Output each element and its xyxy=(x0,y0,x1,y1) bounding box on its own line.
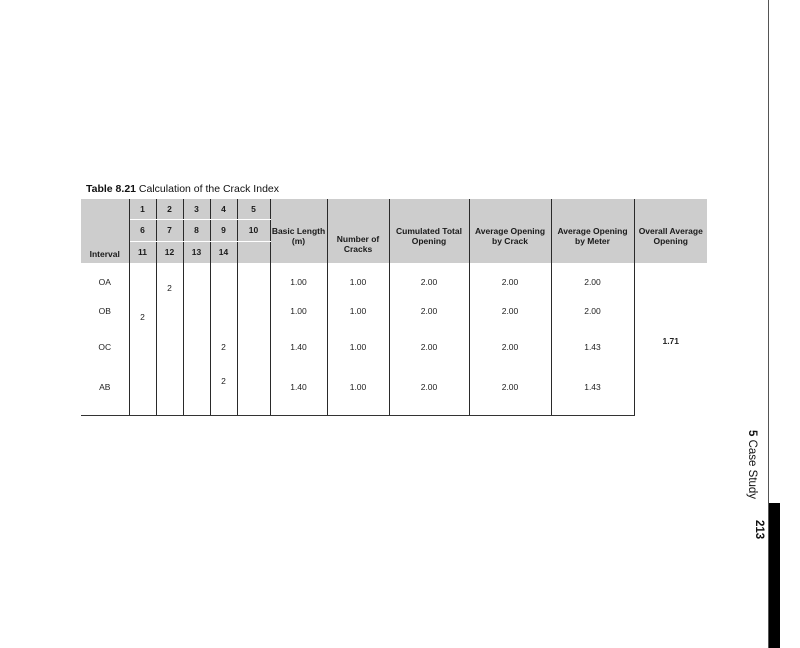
avg-by-crack-cell: 2.00 xyxy=(469,368,551,415)
page-number: 213 xyxy=(753,520,765,540)
cumulated-total-opening-header: Cumulated Total Opening xyxy=(389,199,469,263)
table-row xyxy=(81,368,707,415)
overall-average-opening-header: Overall Average Opening xyxy=(634,199,707,263)
chapter-thumb-tab xyxy=(769,503,780,648)
interval-cell: AB xyxy=(81,368,129,415)
cumulated-total-opening-cell: 2.00 xyxy=(389,368,469,415)
table-number: Table 8.21 xyxy=(86,183,136,195)
grid-cell xyxy=(129,328,156,368)
grid-header-cell: 12 xyxy=(156,241,183,263)
table-title: Calculation of the Crack Index xyxy=(138,183,279,195)
grid-header-cell: 2 xyxy=(156,199,183,219)
table-caption xyxy=(86,183,279,195)
avg-by-meter-cell: 2.00 xyxy=(551,263,634,297)
header-row-1 xyxy=(81,199,707,219)
grid-cell: 2 xyxy=(129,297,156,328)
grid-cell: 2 xyxy=(210,328,237,368)
section-title: Case Study xyxy=(746,439,758,500)
grid-header-cell: 5 xyxy=(237,199,270,219)
grid-header-cell: 3 xyxy=(183,199,210,219)
grid-cell xyxy=(237,328,270,368)
basic-length-cell: 1.00 xyxy=(270,263,327,297)
avg-by-meter-cell: 2.00 xyxy=(551,297,634,328)
number-of-cracks-cell: 1.00 xyxy=(327,297,389,328)
grid-cell xyxy=(183,328,210,368)
cumulated-total-opening-cell: 2.00 xyxy=(389,328,469,368)
cumulated-total-opening-cell: 2.00 xyxy=(389,263,469,297)
basic-length-header: Basic Length (m) xyxy=(270,199,327,263)
avg-opening-by-crack-header: Average Opening by Crack xyxy=(469,199,551,263)
grid-header-cell: 9 xyxy=(210,219,237,241)
number-of-cracks-cell: 1.00 xyxy=(327,263,389,297)
crack-index-table xyxy=(81,199,707,416)
table-row xyxy=(81,263,707,297)
table-row xyxy=(81,297,707,328)
grid-cell xyxy=(237,368,270,415)
running-head xyxy=(746,430,758,499)
grid-header-cell: 10 xyxy=(237,219,270,241)
grid-cell: 2 xyxy=(210,368,237,415)
grid-header-cell: 4 xyxy=(210,199,237,219)
grid-cell xyxy=(210,297,237,328)
grid-cell: 2 xyxy=(156,263,183,297)
interval-cell: OC xyxy=(98,342,112,352)
grid-cell xyxy=(156,328,183,368)
grid-header-cell: 13 xyxy=(183,241,210,263)
grid-cell xyxy=(156,368,183,415)
basic-length-cell: 1.40 xyxy=(270,368,327,415)
interval-header: Interval xyxy=(89,249,120,259)
grid-cell xyxy=(183,263,210,297)
grid-header-cell: 8 xyxy=(183,219,210,241)
grid-cell xyxy=(237,263,270,297)
grid-cell xyxy=(183,368,210,415)
grid-header-cell xyxy=(237,241,270,263)
avg-by-crack-cell: 2.00 xyxy=(469,328,551,368)
grid-cell xyxy=(156,297,183,328)
grid-cell xyxy=(210,263,237,297)
grid-header-cell: 11 xyxy=(129,241,156,263)
avg-by-crack-cell: 2.00 xyxy=(469,263,551,297)
basic-length-cell: 1.40 xyxy=(270,328,327,368)
cumulated-total-opening-cell: 2.00 xyxy=(389,297,469,328)
grid-cell xyxy=(129,263,156,297)
grid-cell xyxy=(183,297,210,328)
grid-header-cell: 14 xyxy=(210,241,237,263)
overall-average-opening-cell: 1.71 xyxy=(662,336,680,346)
interval-cell: OA xyxy=(98,277,111,287)
grid-header-cell: 6 xyxy=(129,219,156,241)
interval-cell: OB xyxy=(98,306,111,316)
basic-length-cell: 1.00 xyxy=(270,297,327,328)
avg-by-meter-cell: 1.43 xyxy=(551,328,634,368)
grid-cell xyxy=(237,297,270,328)
table-row xyxy=(81,328,707,368)
number-of-cracks-cell: 1.00 xyxy=(327,328,389,368)
avg-by-crack-cell: 2.00 xyxy=(469,297,551,328)
section-number: 5 xyxy=(746,430,758,437)
avg-opening-by-meter-header: Average Opening by Meter xyxy=(551,199,634,263)
grid-header-cell: 1 xyxy=(129,199,156,219)
number-of-cracks-header: Number of Cracks xyxy=(327,199,389,263)
grid-header-cell: 7 xyxy=(156,219,183,241)
grid-cell xyxy=(129,368,156,415)
avg-by-meter-cell: 1.43 xyxy=(551,368,634,415)
number-of-cracks-cell: 1.00 xyxy=(327,368,389,415)
